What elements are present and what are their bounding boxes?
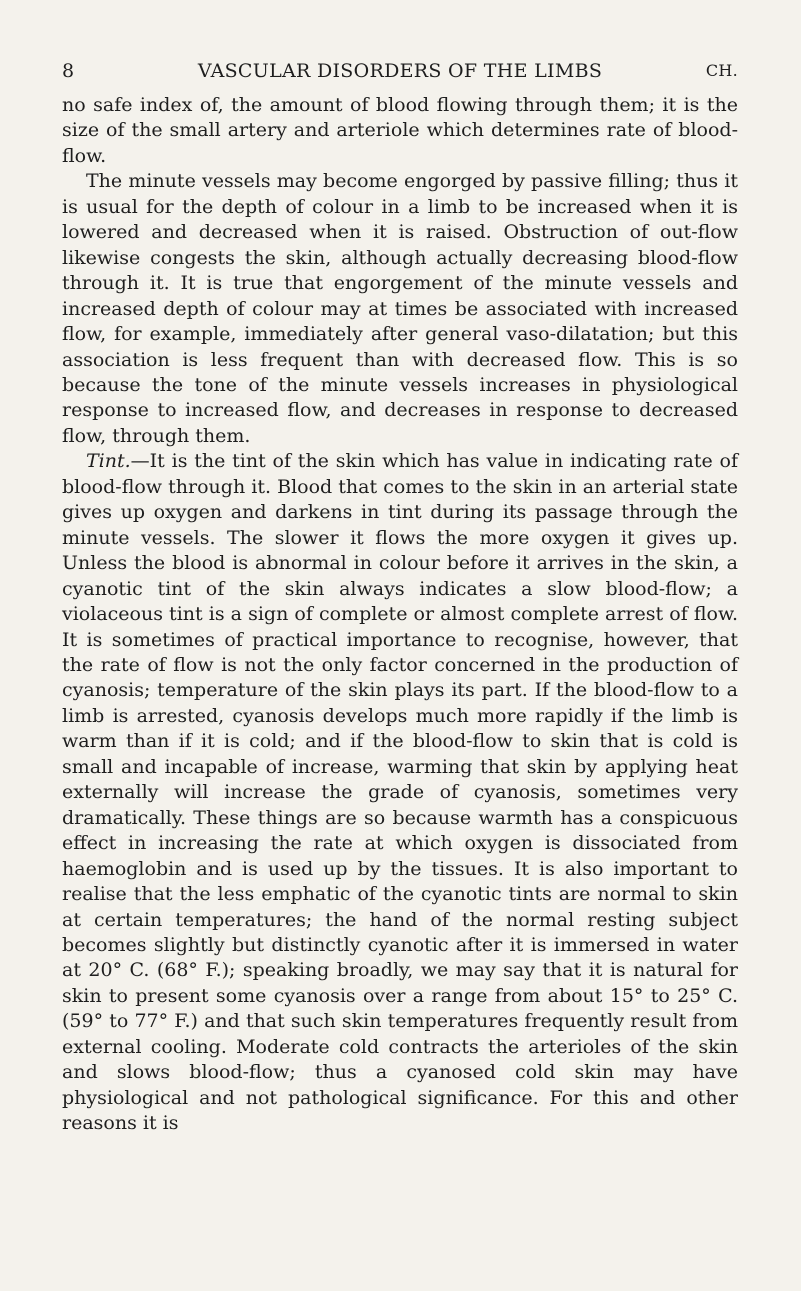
- paragraph-minute-vessels: [62, 169, 738, 449]
- paragraph-lead-in: Tint.: [86, 450, 131, 473]
- running-title: VASCULAR DISORDERS OF THE LIMBS: [197, 60, 603, 82]
- body-text: [62, 93, 738, 1137]
- paragraph-continued: [62, 93, 738, 169]
- running-header: [62, 60, 738, 90]
- paragraph-tint: [62, 449, 738, 1136]
- chapter-mark: CH.: [705, 61, 738, 80]
- paragraph-text: no safe index of, the amount of blood flowing through them; it is the size of the small artery and arteriole which determines rate of blood-flow.: [62, 94, 738, 167]
- page-number: 8: [62, 60, 75, 82]
- paragraph-text: —It is the tint of the skin which has value in indicating rate of blood-flow through it. Blood that comes to the skin in an arterial state gives up oxygen and darkens in tint during its passage through the minute vessels. The slower it flows the more oxygen it gives up. Unless the blood is abnormal in colour before it arrives in the skin, a cyanotic tint of the skin always indicates a slow blood-flow; a violaceous tint is a sign of complete or almost complete arrest of flow. It is sometimes of practical importance to recognise, however, that the rate of flow is not the only factor concerned in the production of cyanosis; temperature of the skin plays its part. If the blood-flow to a limb is arrested, cyanosis develops much more rapidly if the limb is warm than if it is cold; and if the blood-flow to skin that is cold is small and incapable of increase, warming that skin by applying heat externally will increase the grade of cyanosis, sometimes very dramatically. These things are so because warmth has a conspicuous effect in increasing the rate at which oxygen is dissociated from haemoglobin and is used up by the tissues. It is also important to realise that the less emphatic of the cyanotic tints are normal to skin at certain temperatures; the hand of the normal resting subject becomes slightly but distinctly cyanotic after it is immersed in water at 20° C. (68° F.); speaking broadly, we may say that it is natural for skin to present some cyanosis over a range from about 15° to 25° C. (59° to 77° F.) and that such skin temperatures frequently result from external cooling. Moderate cold contracts the arterioles of the skin and slows blood-flow; thus a cyanosed cold skin may have physiological and not pathological significance. For this and other reasons it is: [62, 450, 738, 1135]
- paragraph-text: The minute vessels may become engorged by passive filling; thus it is usual for the depth of colour in a limb to be increased when it is lowered and decreased when it is raised. Obstruction of out-flow likewise congests the skin, although actually decreasing blood-flow through it. It is true that engorgement of the minute vessels and increased depth of colour may at times be associated with increased flow, for example, immediately after general vaso-dilatation; but this association is less frequent than with decreased flow. This is so because the tone of the minute vessels increases in physiological response to increased flow, and decreases in response to decreased flow, through them.: [62, 170, 738, 447]
